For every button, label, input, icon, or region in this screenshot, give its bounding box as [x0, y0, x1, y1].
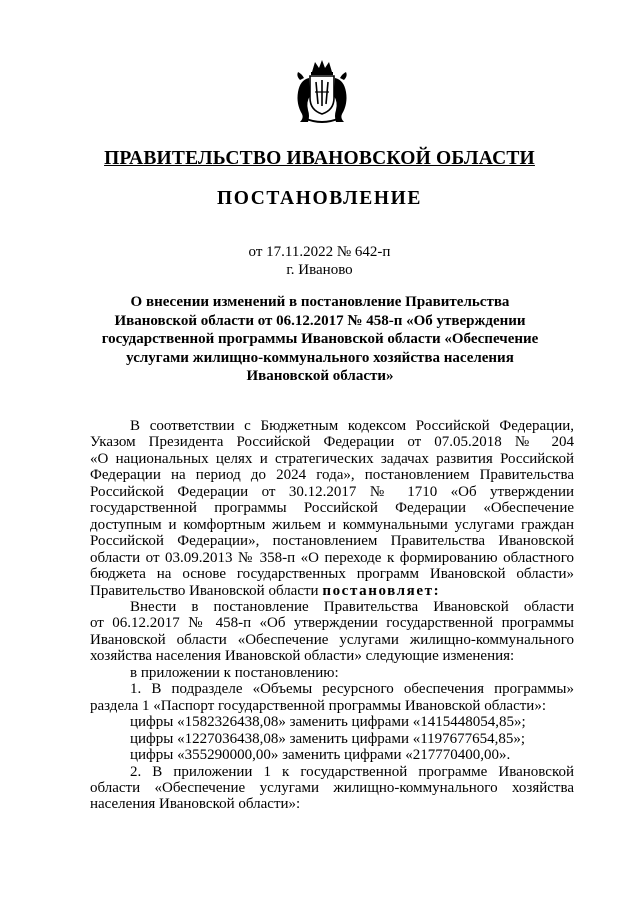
body-line: цифры «355290000,00» заменить цифрами «217770400,00».	[130, 747, 511, 764]
body-line: 2. В приложении 1 к государственной программе Ивановской	[130, 763, 574, 780]
body-line: хозяйства населения Ивановской области» следующие изменения:	[90, 648, 515, 665]
body-line: Федерации на период до 2024 года», постановлением Правительства	[90, 467, 574, 484]
body-line: населения Ивановской области»:	[90, 796, 301, 813]
coat-of-arms-icon	[294, 58, 350, 126]
subject-line: услугами жилищно-коммунального хозяйства населения	[126, 349, 514, 366]
subject-line: О внесении изменений в постановление Правительства	[130, 294, 510, 310]
body-line: цифры «1227036438,08» заменить цифрами «1197677654,85»;	[130, 730, 526, 747]
resolution-prefix: Правительство Ивановской области	[90, 582, 323, 599]
document-date-number: от 17.11.2022 № 642-п	[248, 244, 391, 260]
document-type: ПОСТАНОВЛЕНИЕ	[216, 188, 423, 209]
resolution-keyword: постановляет:	[322, 582, 441, 599]
body-line: Ивановской области «Обеспечение услугами жилищно-коммунального	[90, 631, 574, 648]
body-line: Российской Федерации от 30.12.2017 № 1710 «Об утверждении	[90, 483, 574, 500]
body-line: доступным и комфортным жильем и коммунальными услугами граждан	[90, 516, 574, 533]
body-line: В соответствии с Бюджетным кодексом Российской Федерации,	[130, 418, 574, 434]
body-line: «О национальных целях и стратегических задачах развития Российской	[90, 450, 574, 467]
body-line: области от 03.09.2013 № 358-п «О переходе к формированию областного	[90, 549, 574, 566]
body-line: от 06.12.2017 № 458-п «Об утверждении государственной программы	[90, 615, 574, 632]
body-line: бюджета на основе государственных программ Ивановской области»	[90, 566, 574, 583]
body-line: цифры «1582326438,08» заменить цифрами «1415448054,85»;	[130, 714, 526, 731]
document-subject	[100, 293, 540, 386]
subject-line: Ивановской области от 06.12.2017 № 458-п «Об утверждении	[114, 312, 526, 329]
body-line: государственной программы Российской Федерации «Обеспечение	[90, 500, 574, 517]
body-line: раздела 1 «Паспорт государственной программы Ивановской области»:	[90, 697, 546, 714]
government-name: ПРАВИТЕЛЬСТВО ИВАНОВСКОЙ ОБЛАСТИ	[104, 148, 535, 169]
body-line-resolution	[90, 583, 574, 599]
body-line: Российской Федерации», постановлением Правительства Ивановской	[90, 533, 574, 550]
body-line: 1. В подразделе «Объемы ресурсного обеспечения программы»	[130, 681, 574, 698]
body-line: области «Обеспечение услугами жилищно-коммунального хозяйства	[90, 779, 574, 796]
body-line: Внести в постановление Правительства Ивановской области	[130, 598, 574, 615]
document-city: г. Иваново	[286, 262, 353, 278]
subject-line: Ивановской области»	[246, 368, 394, 384]
document-body	[90, 418, 574, 813]
body-line: в приложении к постановлению:	[130, 664, 339, 681]
body-line: Указом Президента Российской Федерации от 07.05.2018 № 204	[90, 434, 574, 451]
subject-line: государственной программы Ивановской области «Обеспечение	[101, 331, 539, 347]
